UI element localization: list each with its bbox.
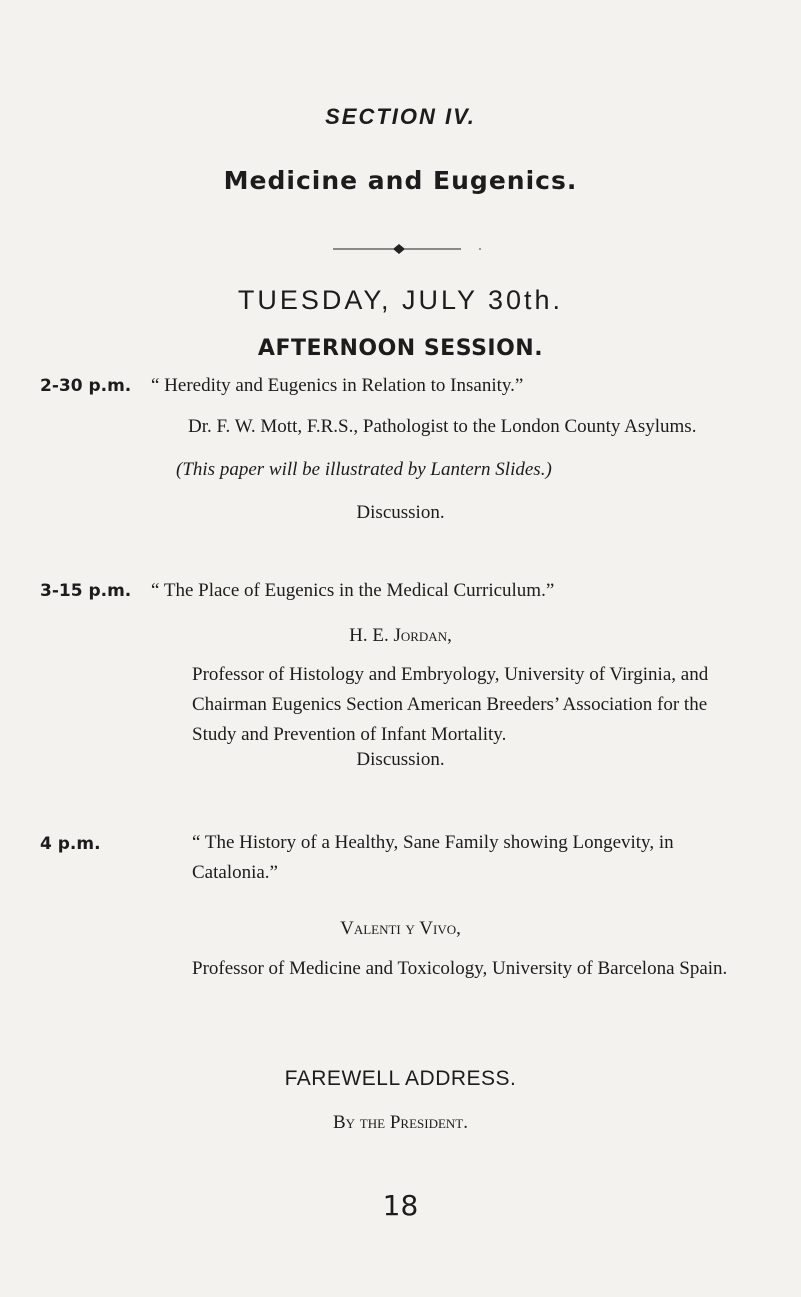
session-date: TUESDAY, JULY 30th. — [237, 285, 564, 315]
speaker-affiliation: Professor of Medicine and Toxicology, University of Barcelona Spain. — [192, 958, 728, 979]
discussion-label: Discussion. — [356, 502, 445, 523]
talk-title: “ The Place of Eugenics in the Medical Curriculum.” — [151, 580, 555, 601]
speaker-line: Dr. F. W. Mott, F.R.S., Pathologist to the London County Asylums. — [188, 416, 697, 437]
section-subtitle: Medicine and Eugenics. — [223, 166, 578, 195]
page-number: 18 — [382, 1189, 419, 1222]
talk-note: (This paper will be illustrated by Lantern Slides.) — [176, 459, 552, 480]
session-heading: AFTERNOON SESSION. — [257, 336, 544, 361]
speaker-name: Valenti y Vivo, — [340, 918, 461, 939]
farewell-title: FAREWELL ADDRESS. — [284, 1067, 517, 1090]
discussion-label: Discussion. — [356, 749, 445, 770]
speaker-name: H. E. Jordan, — [349, 625, 452, 646]
talk-title: “ Heredity and Eugenics in Relation to Insanity.” — [151, 375, 524, 396]
ornamental-divider — [333, 243, 483, 255]
farewell-byline: By the President. — [333, 1112, 468, 1133]
talk-title: “ The History of a Healthy, Sane Family showing Longevity, in Catalonia.” — [192, 832, 674, 883]
section-title: SECTION IV. — [325, 104, 476, 129]
time-label: 4 p.m. — [40, 834, 101, 854]
speaker-affiliation: Professor of Histology and Embryology, University of Virginia, and Chairman Eugenics Section American Breeders’ Association for the Study and Prevention of Infant Mortality. — [192, 664, 709, 745]
time-label: 3-15 p.m. — [40, 581, 132, 601]
time-label: 2-30 p.m. — [40, 376, 132, 396]
